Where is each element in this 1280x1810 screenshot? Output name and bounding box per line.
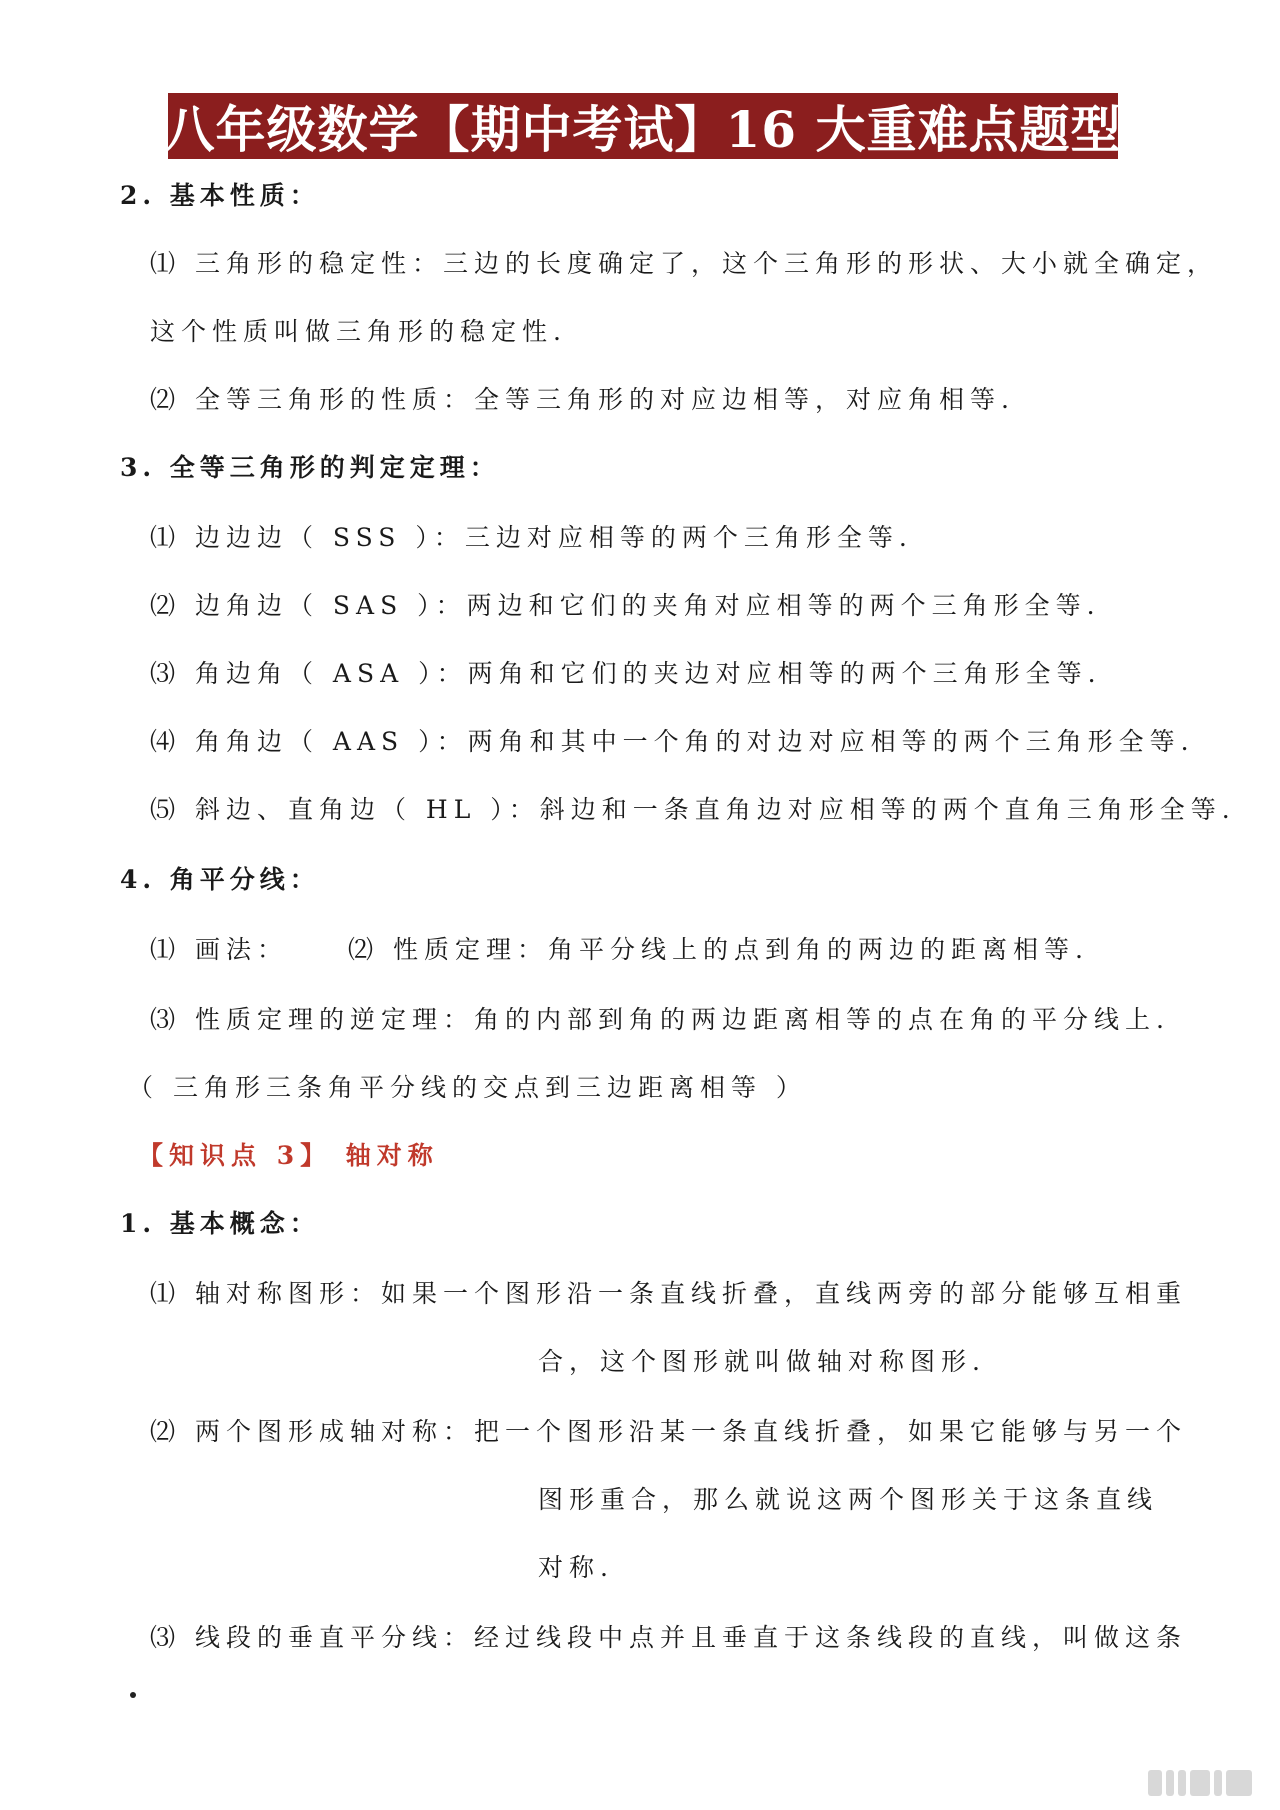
text-line: ⑴ 轴对称图形：如果一个图形沿一条直线折叠，直线两旁的部分能够互相重 <box>150 1279 1187 1308</box>
text-line: ⑸ 斜边、直角边（ HL ）：斜边和一条直角边对应相等的两个直角三角形全等. <box>150 795 1236 824</box>
watermark-bars <box>1148 1770 1252 1796</box>
text-line: ⑶ 性质定理的逆定理：角的内部到角的两边距离相等的点在角的平分线上. <box>150 1005 1170 1034</box>
text-line: 对称. <box>538 1553 614 1582</box>
text-line: ⑴ 画法： <box>150 935 288 964</box>
text-line: ⑴ 三角形的稳定性：三边的长度确定了，这个三角形的形状、大小就全确定， <box>150 249 1218 278</box>
basic-concept-heading: 1. 基本概念： <box>120 1209 320 1238</box>
text-line: 图形重合，那么就说这两个图形关于这条直线 <box>538 1485 1159 1514</box>
text-line: 这个性质叫做三角形的稳定性. <box>150 317 567 346</box>
section-3-heading: 3. 全等三角形的判定定理： <box>120 453 500 482</box>
text-line: ⑵ 两个图形成轴对称：把一个图形沿某一条直线折叠，如果它能够与另一个 <box>150 1417 1187 1446</box>
knowledge-point-3-heading: 【知识点 3】 轴对称 <box>138 1141 439 1170</box>
text-line: ⑵ 性质定理：角平分线上的点到角的两边的距离相等. <box>348 935 1089 964</box>
note-line: （ 三角形三条角平分线的交点到三边距离相等 ） <box>128 1073 807 1102</box>
text-line: 合，这个图形就叫做轴对称图形. <box>538 1347 986 1376</box>
text-line: ⑶ 角边角（ ASA ）：两角和它们的夹边对应相等的两个三角形全等. <box>150 659 1102 688</box>
text-line: ⑴ 边边边（ SSS ）：三边对应相等的两个三角形全等. <box>150 523 913 552</box>
page-title: 八年级数学【期中考试】16 大重难点题型 <box>164 100 1122 159</box>
stray-dot <box>130 1692 136 1698</box>
title-banner <box>164 93 1122 159</box>
text-line: ⑵ 全等三角形的性质：全等三角形的对应边相等，对应角相等. <box>150 385 1015 414</box>
section-2-heading: 2. 基本性质： <box>120 181 320 210</box>
text-line: ⑶ 线段的垂直平分线：经过线段中点并且垂直于这条线段的直线，叫做这条 <box>150 1623 1187 1652</box>
section-4-heading: 4. 角平分线： <box>120 865 320 894</box>
text-line: ⑷ 角角边（ AAS ）：两角和其中一个角的对边对应相等的两个三角形全等. <box>150 727 1195 756</box>
text-line: ⑵ 边角边（ SAS ）：两边和它们的夹角对应相等的两个三角形全等. <box>150 591 1101 620</box>
